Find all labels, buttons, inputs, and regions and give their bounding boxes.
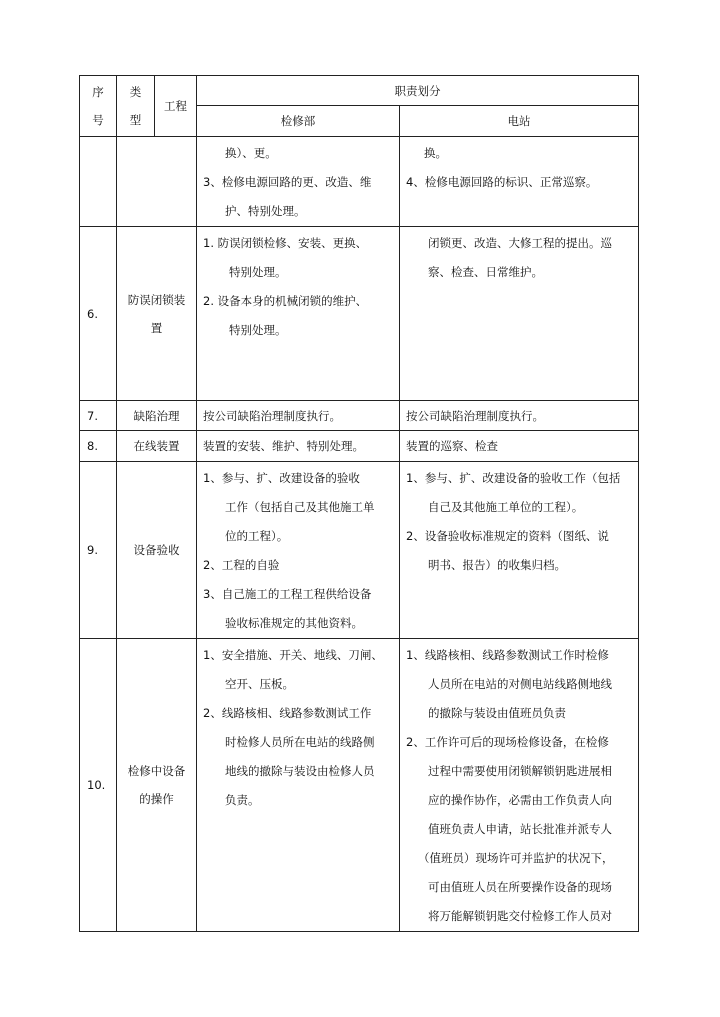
row-station: 按公司缺陷治理制度执行。	[400, 401, 639, 431]
row-num: 10.	[80, 639, 117, 932]
header-duties: 职责划分	[197, 76, 639, 106]
row-num: 6.	[80, 227, 117, 401]
row-category: 缺陷治理	[117, 401, 197, 431]
table-row	[80, 431, 639, 462]
row-station: 1、线路核相、线路参数测试工作时检修 人员所在电站的对侧电站线路侧地线 的撤除与装设由值班员负责 2、工作许可后的现场检修设备，在检修 过程中需要使用闭锁解锁钥匙进展相 应的操作协作，必需由工作负责人向 值班负责人申请，站长批准并派专人 （值班员）现场许可并监护的状况下， 可由值班人员在所要操作设备的现场 将万能解锁钥匙交付检修工作人员对	[400, 639, 639, 932]
row-num: 9.	[80, 462, 117, 639]
header-project: 工程	[155, 76, 197, 137]
row-category: 防误闭锁装 置	[117, 227, 197, 401]
header-station: 电站	[400, 106, 639, 137]
row-maintenance: 1. 防误闭锁检修、安装、更换、 特别处理。 2. 设备本身的机械闭锁的维护、 特别处理。	[197, 227, 400, 401]
row-category	[117, 137, 197, 227]
row-maintenance: 1、安全措施、开关、地线、刀闸、 空开、压板。 2、线路核相、线路参数测试工作 时检修人员所在电站的线路侧 地线的撤除与装设由检修人员 负责。	[197, 639, 400, 932]
table-row	[80, 462, 639, 639]
header-seq: 序 号	[80, 76, 117, 137]
table-row	[80, 639, 639, 932]
row-maintenance: 装置的安装、维护、特别处理。	[197, 431, 400, 462]
row-station: 装置的巡察、检查	[400, 431, 639, 462]
duty-table	[79, 75, 639, 932]
row-num: 8.	[80, 431, 117, 462]
row-num: 7.	[80, 401, 117, 431]
row-station: 1、参与、扩、改建设备的验收工作（包括 自己及其他施工单位的工程）。 2、设备验收标准规定的资料（图纸、说 明书、报告）的收集归档。	[400, 462, 639, 639]
row-category: 设备验收	[117, 462, 197, 639]
table-row	[80, 227, 639, 401]
row-station: 换。 4、检修电源回路的标识、正常巡察。	[400, 137, 639, 227]
row-maintenance: 1、参与、扩、改建设备的验收 工作（包括自己及其他施工单 位的工程）。 2、工程的自验 3、自己施工的工程工程供给设备 验收标准规定的其他资料。	[197, 462, 400, 639]
table-row	[80, 401, 639, 431]
table-row	[80, 137, 639, 227]
row-maintenance: 按公司缺陷治理制度执行。	[197, 401, 400, 431]
row-maintenance: 换）、更。 3、检修电源回路的更、改造、维 护、特别处理。	[197, 137, 400, 227]
row-station: 闭锁更、改造、大修工程的提出。巡 察、检查、日常维护。	[400, 227, 639, 401]
row-num	[80, 137, 117, 227]
row-category: 在线装置	[117, 431, 197, 462]
header-maintenance: 检修部	[197, 106, 400, 137]
header-type: 类 型	[117, 76, 155, 137]
row-category: 检修中设备 的操作	[117, 639, 197, 932]
